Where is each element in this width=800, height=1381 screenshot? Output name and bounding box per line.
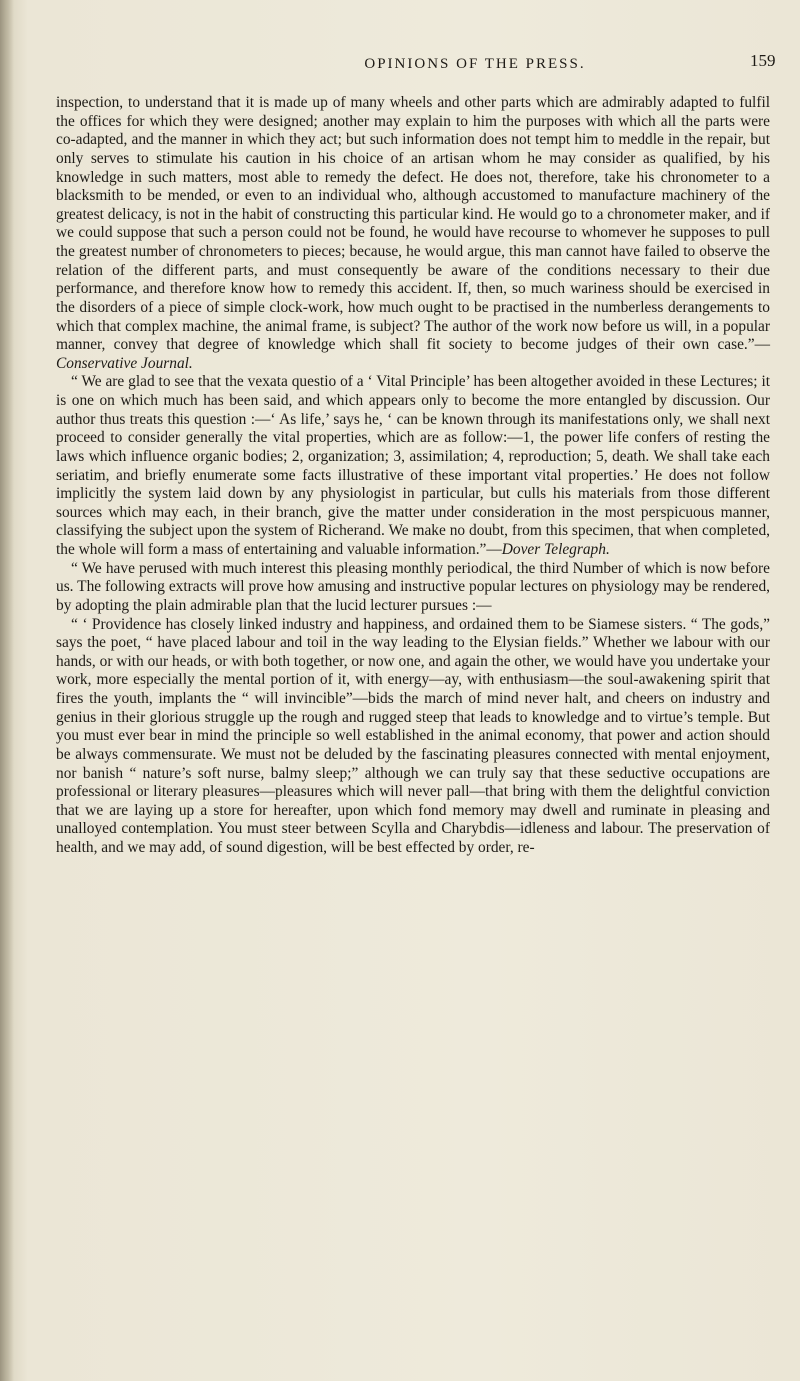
- paragraph-text: “ We are glad to see that the vexata questio of a ‘ Vital Principle’ has been altogether avoided in these Lectures; it is one on which much has been said, and which appears only to become the more entangled by discussion. Our author thus treats this question :—‘ As life,’ says he, ‘ can be known through its manifestations only, we shall next proceed to consider generally the vital properties, which are as follow:—1, the power life confers of resting the laws which influence organic bodies; 2, organization; 3, assimilation; 4, reproduction; 5, death. We shall take each seriatim, and briefly enumerate some facts illustrative of these important vital properties.’ He does not follow implicitly the system laid down by any physiologist in particular, but culls his materials from those different sources which may each, in their branch, give the matter under consideration in the most perspicuous manner, classifying the subject upon the system of Richerand. We make no doubt, from this specimen, that when completed, the whole will form a mass of entertaining and valuable information.”—: [56, 373, 770, 558]
- paragraph-1: [56, 94, 770, 373]
- paragraph-text: “ ‘ Providence has closely linked industry and happiness, and ordained them to be Siamese sisters. “ The gods,” says the poet, “ have placed labour and toil in the way leading to the Elysian fields.” Whether we labour with our hands, or with our heads, or with both together, or now one, and again the other, we would have you undertake your work, more especially the mental portion of it, with energy—ay, with enthusiasm—the soul-awakening spirit that fires the youth, implants the “ will invincible”—bids the march of mind never halt, and cheers on industry and genius in their glorious struggle up the rough and rugged steep that leads to knowledge and to virtue’s temple. But you must ever bear in mind the principle so well established in the animal economy, that power and action should be always commensurate. We must not be deluded by the fascinating pleasures connected with mental enjoyment, nor banish “ nature’s soft nurse, balmy sleep;” although we can truly say that these seductive occupations are professional or literary pleasures—pleasures which will never pall—that bring with them the delightful conviction that we are laying up a store for hereafter, upon which fond memory may dwell and ruminate in pleasing and unalloyed contemplation. You must steer between Scylla and Charybdis—idleness and labour. The preservation of health, and we may add, of sound digestion, will be best effected by order, re-: [56, 615, 770, 856]
- paragraph-2: [56, 373, 770, 559]
- source-citation: Dover Telegraph.: [501, 541, 610, 558]
- paragraph-3: [56, 560, 770, 616]
- running-title: OPINIONS OF THE PRESS.: [364, 56, 586, 72]
- page-number: 159: [750, 51, 776, 70]
- paragraph-text: inspection, to understand that it is made up of many wheels and other parts which are admirably adapted to fulfil the offices for which they were designed; another may explain to him the purposes with which all the parts were co-adapted, and the manner in which they act; but such information does not tempt him to meddle in the repair, but only serves to stimulate his caution in his choice of an artisan whom he may consider as qualified, by his knowledge in such matters, most able to remedy the defect. He does not, therefore, take his chronometer to a blacksmith to be mended, or even to an individual who, although accustomed to manufacture machinery of the greatest delicacy, is not in the habit of constructing this particular kind. He would go to a chronometer maker, and if we could suppose that such a person could not be found, he would have recourse to whomever he supposes to pull the greatest number of chronometers to pieces; because, he would argue, this man cannot have failed to observe the relation of the different parts, and must consequently be aware of the conditions necessary to their due performance, and therefore know how to remedy this accident. If, then, so much wariness should be exercised in the disorders of a piece of simple clock-work, how much ought to be practised in the numberless derangements to which that complex machine, the animal frame, is subject? The author of the work now before us will, in a popular manner, convey that degree of knowledge which shall fit society to become judges of their own case.”—: [56, 94, 770, 354]
- body-text: [56, 94, 770, 858]
- source-citation: Conservative Journal.: [56, 354, 193, 372]
- paragraph-4: [56, 616, 770, 858]
- paragraph-text: “ We have perused with much interest this pleasing monthly periodical, the third Number of which is now before us. The following extracts will prove how amusing and instructive popular lectures on physiology may be rendered, by adopting the plain admirable plan that the lucid lecturer pursues :—: [56, 559, 770, 614]
- page-binding-edge: [0, 0, 14, 1381]
